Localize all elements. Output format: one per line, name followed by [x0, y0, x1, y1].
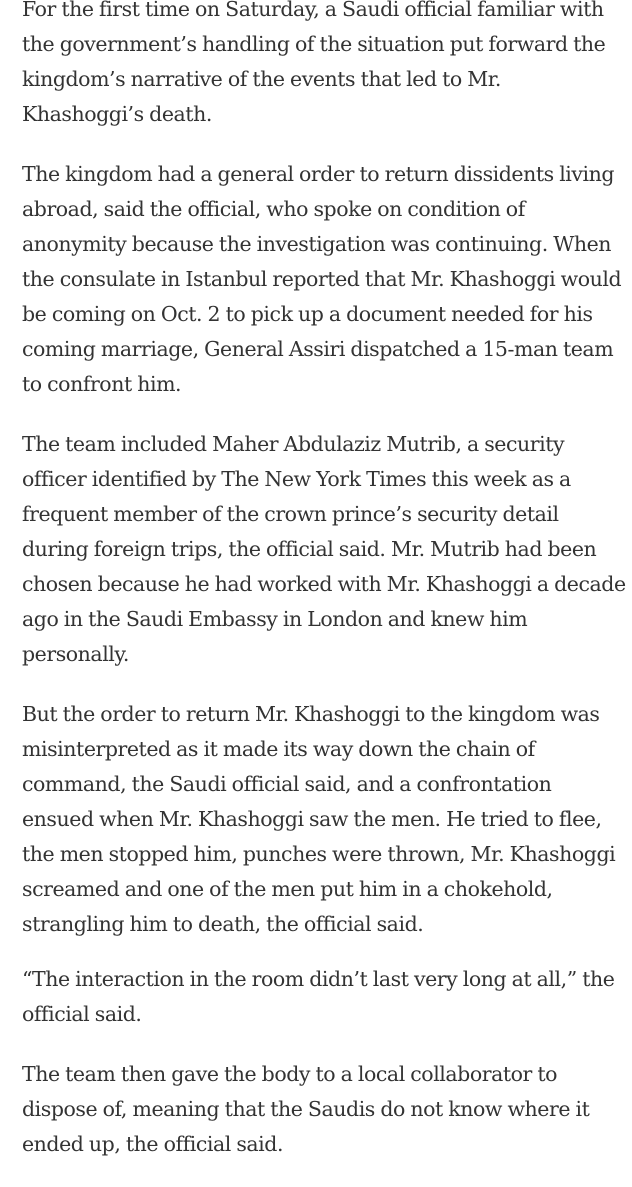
article-paragraph: The team then gave the body to a local collaborator to dispose of, meaning that the Saudis do not know where it ended up, the official said.	[22, 1062, 590, 1156]
article-paragraph: But the order to return Mr. Khashoggi to the kingdom was misinterpreted as it made its way down the chain of command, the Saudi official said, and a confrontation ensued when Mr. Khashoggi saw the men. He tried to flee, the men stopped him, punches were thrown, Mr. Khashoggi screamed and one of the men put him in a chokehold, strangling him to death, the official said.	[22, 702, 616, 936]
article-paragraph: For the first time on Saturday, a Saudi official familiar with the government’s handling of the situation put forward the kingdom’s narrative of the events that led to Mr. Khashoggi’s death.	[22, 0, 606, 126]
article-body	[22, 0, 626, 1187]
article-paragraph: The kingdom had a general order to return dissidents living abroad, said the official, who spoke on condition of anonymity because the investigation was continuing. When the consulate in Istanbul reported that Mr. Khashoggi would be coming on Oct. 2 to pick up a document needed for his coming marriage, General Assiri dispatched a 15-man team to confront him.	[22, 162, 622, 396]
article-paragraph: The team included Maher Abdulaziz Mutrib, a security officer identified by The New York Times this week as a frequent member of the crown prince’s security detail during foreign trips, the official said. Mr. Mutrib had been chosen because he had worked with Mr. Khashoggi a decade ago in the Saudi Embassy in London and knew him personally.	[22, 432, 626, 666]
article-paragraph: “The interaction in the room didn’t last very long at all,” the official said.	[22, 967, 615, 1026]
